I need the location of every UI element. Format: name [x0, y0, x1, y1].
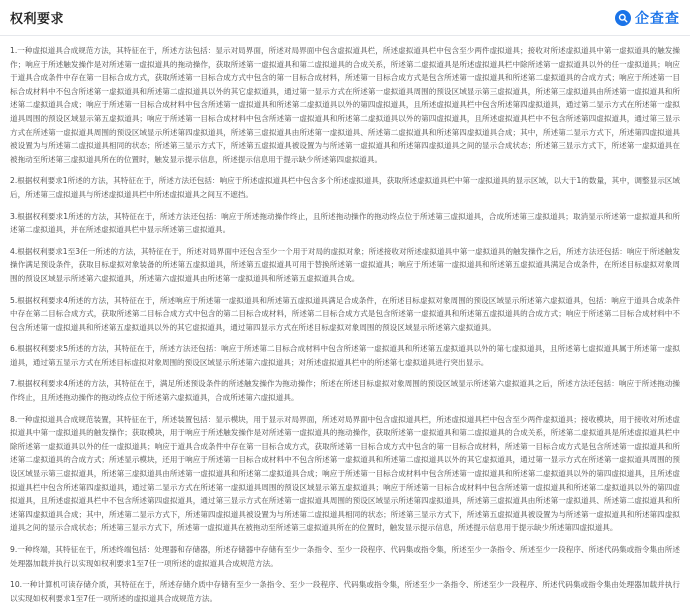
brand-icon — [615, 10, 631, 26]
claim-item: 3.根据权利要求1所述的方法，其特征在于，所述方法还包括：响应于所述拖动操作终止，且所述拖动操作的拖动终点位于所述第三虚拟道具，合成所述第三虚拟道具；取消显示所述第一虚拟道具和所述第二虚拟道具，并在所述虚拟道具栏中显示所述第三虚拟道具。 — [10, 211, 680, 235]
claim-item: 5.根据权利要求4所述的方法，其特征在于，所述响应于所述第一虚拟道具和所述第五虚拟道具满足合成条件，在所述目标虚拟对象周围的预设区域显示所述第六虚拟道具，包括：响应于道具合成条件中存在第二目标合成方式，获取所述第二目标合成方式中包含的第二目标合成材料，所述第二目标合成方式是包含所述第一虚拟道具和所述第五虚拟道具的合成方式；响应于所述第二目标合成材料中不包含所述第一虚拟道具和所述第五虚拟道具以外的其它虚拟道具，通过第四显示方式在所述目标虚拟对象周围的预设区域显示所述第六虚拟道具。 — [10, 295, 680, 332]
claim-item: 4.根据权利要求1至3任一所述的方法，其特征在于，所述对局界面中还包含至少一个用于对局的虚拟对象；所述接收对所述虚拟道具中第一虚拟道具的触发操作之后，所述方法还包括：响应于所述触发操作满足预设条件，获取目标虚拟对象装备的所述第五虚拟道具，所述第五虚拟道具可用于替换所述第一虚拟道具；响应于所述第一虚拟道具和所述第五虚拟道具满足合成条件，在所述目标虚拟对象周围的预设区域显示所述第六虚拟道具，所述第六虚拟道具由所述第一虚拟道具和所述第五虚拟道具合成。 — [10, 246, 680, 283]
claim-item: 7.根据权利要求4所述的方法，其特征在于，满足所述预设条件的所述触发操作为拖动操作；所述在所述目标虚拟对象周围的预设区域显示所述第六虚拟道具之后，所述方法还包括：响应于所述拖动操作终止，且所述拖动操作的拖动终点位于所述第六虚拟道具，合成所述第六虚拟道具。 — [10, 379, 680, 403]
claims-list — [0, 36, 690, 605]
page-title: 权利要求 — [10, 12, 65, 27]
panel-header — [0, 0, 690, 36]
claim-item: 6.根据权利要求5所述的方法，其特征在于，所述方法还包括：响应于所述第二目标合成材料中包含所述第一虚拟道具和所述第五虚拟道具以外的第七虚拟道具，且所述第七虚拟道具属于所述第一虚拟道具，通过第五显示方式在所述目标虚拟对象周围的预设区域显示所述第六虚拟道具；对所述虚拟道具栏中的所述第七虚拟道具进行突出显示。 — [10, 344, 680, 367]
claim-item: 2.根据权利要求1所述的方法，其特征在于，所述方法还包括：响应于所述虚拟道具栏中包含多个所述虚拟道具，获取所述虚拟道具栏中第一虚拟道具的显示区域，以大于1的数量，其中，调整显示区域后，所述第三虚拟道具与所述虚拟道具栏中所述虚拟道具之间互不遮挡。 — [10, 176, 680, 199]
claim-item: 9.一种终端，其特征在于，所述终端包括：处理器和存储器，所述存储器中存储有至少一条指令、至少一段程序、代码集或指令集，所述至少一条指令、所述至少一段程序、所述代码集或指令集由所述处理器加载并执行以实现如权利要求1至7任一项所述的虚拟道具合成规范方法。 — [10, 545, 680, 568]
claim-item: 8.一种虚拟道具合成规范装置，其特征在于，所述装置包括：显示模块，用于显示对局界面，所述对局界面中包含虚拟道具栏，所述虚拟道具栏中包含至少两件虚拟道具；接收模块，用于接收对所述虚拟道具中第一虚拟道具的触发操作；获取模块，用于响应于所述触发操作是对所述第一虚拟道具的拖动操作，获取所述第一虚拟道具和第二虚拟道具的合成关系，所述第二虚拟道具是所述虚拟道具栏中除所述第一虚拟道具以外的任一虚拟道具；响应于道具合成条件中存在第一目标合成方式，获取所述第一目标合成方式中包含的第一目标合成材料，所述第一目标合成方式是包含所述第一虚拟道具和所述第二虚拟道具的合成方式；所述显示模块，还用于响应于所述第一目标合成材料中不包含所述第一虚拟道具和所述第二虚拟道具以外的其它虚拟道具，通过第一显示方式在所述第一虚拟道具周围的预设区域显示第三虚拟道具，所述第三虚拟道具由所述第一虚拟道具和所述第二虚拟道具合成；响应于所述第一目标合成材料中包含所述第一虚拟道具和所述第二虚拟道具以外的第四虚拟道具，且所述虚拟道具栏中包含所述第四虚拟道具，通过第二显示方式在所述第一虚拟道具周围的预设区域显示第五虚拟道具；响应于所述第一目标合成材料中包含所述第一虚拟道具和所述第二虚拟道具以外的第四虚拟道具，且所述虚拟道具栏中不包含所述第四虚拟道具，通过第三显示方式在所述第一虚拟道具周围的预设区域显示所述第四虚拟道具，所述第三虚拟道具由所述第一虚拟道具、所述第二虚拟道具和所述第四虚拟道具合成；其中，所述第二显示方式下，所述第四虚拟道具被设置为与所述第二虚拟道具相同的状态；所述第三显示方式下，所述第五虚拟道具被设置为与所述第一虚拟道具和所述第四虚拟道具之间的显示合成状态；所述第三显示方式下，所述第一虚拟道具在被拖动至所述第三虚拟道具所在的位置时，触发显示提示信息，所述提示信息用于提示缺少所述第四虚拟道具。 — [10, 414, 680, 533]
brand-name: 企查查 — [635, 10, 680, 27]
brand-logo[interactable] — [615, 8, 680, 28]
claim-item: 1.一种虚拟道具合成规范方法，其特征在于，所述方法包括：显示对局界面，所述对局界面中包含虚拟道具栏，所述虚拟道具栏中包含至少两件虚拟道具；接收对所述虚拟道具中第一虚拟道具的触发操作；响应于所述触发操作是对所述第一虚拟道具的拖动操作，获取所述第一虚拟道具和第二虚拟道具的合成关系，所述第二虚拟道具是所述虚拟道具栏中除所述第一虚拟道具以外的任一虚拟道具；响应于道具合成条件中存在第一目标合成方式，获取所述第一目标合成方式中包含的第一目标合成材料，所述第一目标合成方式是包含所述第一虚拟道具和所述第二虚拟道具的合成方式；响应于所述第一目标合成材料中不包含所述第一虚拟道具和所述第二虚拟道具以外的其它虚拟道具，通过第一显示方式在所述第一虚拟道具周围的预设区域显示第三虚拟道具，所述第三虚拟道具由所述第一虚拟道具和所述第二虚拟道具合成；响应于所述第一目标合成材料中包含所述第一虚拟道具和所述第二虚拟道具以外的第四虚拟道具，且所述虚拟道具栏中包含所述第四虚拟道具，通过第二显示方式在所述第一虚拟道具周围的预设区域显示第五虚拟道具；响应于所述第一目标合成材料中包含所述第一虚拟道具和所述第二虚拟道具以外的第四虚拟道具，且所述虚拟道具栏中不包含所述第四虚拟道具，通过第三显示方式在所述第一虚拟道具周围的预设区域显示所述第四虚拟道具，所述第三虚拟道具由所述第一虚拟道具、所述第二虚拟道具和所述第四虚拟道具合成；其中，所述第二显示方式下，所述第四虚拟道具被设置为与所述第二虚拟道具相同的状态；所述第三显示方式下，所述第五虚拟道具被设置为与所述第一虚拟道具和所述第四虚拟道具之间的显示合成状态；所述第三显示方式下，所述第一虚拟道具在被拖动至所述第三虚拟道具所在的位置时，触发显示提示信息，所述提示信息用于提示缺少所述第四虚拟道具。 — [10, 46, 680, 164]
claim-item: 10.一种计算机可读存储介质，其特征在于，所述存储介质中存储有至少一条指令、至少一段程序、代码集或指令集，所述至少一条指令、所述至少一段程序、所述代码集或指令集由处理器加载并执行以实现如权利要求1至7任一项所述的虚拟道具合成规范方法。 — [10, 580, 680, 603]
